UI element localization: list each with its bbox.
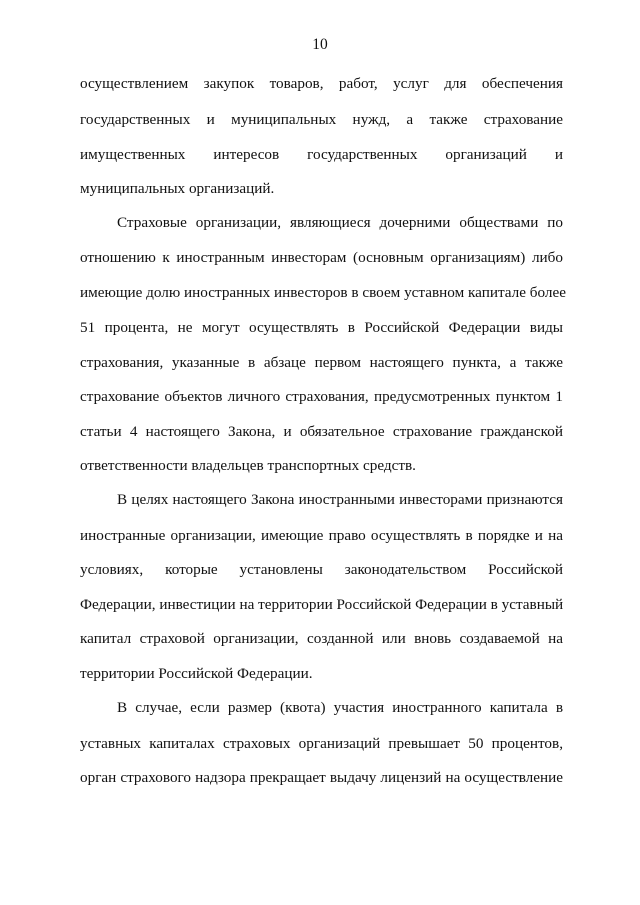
paragraph-2-line-3: имеющие долю иностранных инвесторов в своем уставном капитале более	[80, 284, 566, 301]
paragraph-2-line-8: ответственности владельцев транспортных средств.	[80, 457, 416, 474]
paragraph-3-line-4: Федерации, инвестиции на территории Российской Федерации в уставный	[80, 596, 564, 613]
paragraph-2-line-1: Страховые организации, являющиеся дочерними обществами по	[117, 214, 563, 231]
paragraph-2-line-5: страхования, указанные в абзаце первом настоящего пункта, а также	[80, 354, 563, 371]
paragraph-2-line-7: статьи 4 настоящего Закона, и обязательное страхование гражданской	[80, 423, 563, 440]
paragraph-3-line-3: условиях, которые установлены законодательством Российской	[80, 561, 563, 578]
paragraph-1-line-2: государственных и муниципальных нужд, а также страхование	[80, 111, 563, 128]
paragraph-4-line-3: орган страхового надзора прекращает выдачу лицензий на осуществление	[80, 769, 563, 786]
paragraph-2-line-2: отношению к иностранным инвесторам (основным организациям) либо	[80, 249, 563, 266]
page-number: 10	[312, 36, 328, 53]
paragraph-2-line-6: страхование объектов личного страхования, предусмотренных пунктом 1	[80, 388, 563, 405]
paragraph-3-line-5: капитал страховой организации, созданной или вновь создаваемой на	[80, 630, 563, 647]
paragraph-1-line-1: осуществлением закупок товаров, работ, услуг для обеспечения	[80, 75, 563, 92]
paragraph-4-line-1: В случае, если размер (квота) участия иностранного капитала в	[117, 699, 563, 716]
paragraph-1-line-3: имущественных интересов государственных организаций и	[80, 146, 563, 163]
paragraph-2-line-4: 51 процента, не могут осуществлять в Российской Федерации виды	[80, 319, 563, 336]
paragraph-3-line-6: территории Российской Федерации.	[80, 665, 313, 682]
paragraph-3-line-2: иностранные организации, имеющие право осуществлять в порядке и на	[80, 527, 563, 544]
paragraph-1-line-4: муниципальных организаций.	[80, 180, 275, 197]
paragraph-4-line-2: уставных капиталах страховых организаций превышает 50 процентов,	[80, 735, 563, 752]
paragraph-3-line-1: В целях настоящего Закона иностранными инвесторами признаются	[117, 491, 563, 508]
